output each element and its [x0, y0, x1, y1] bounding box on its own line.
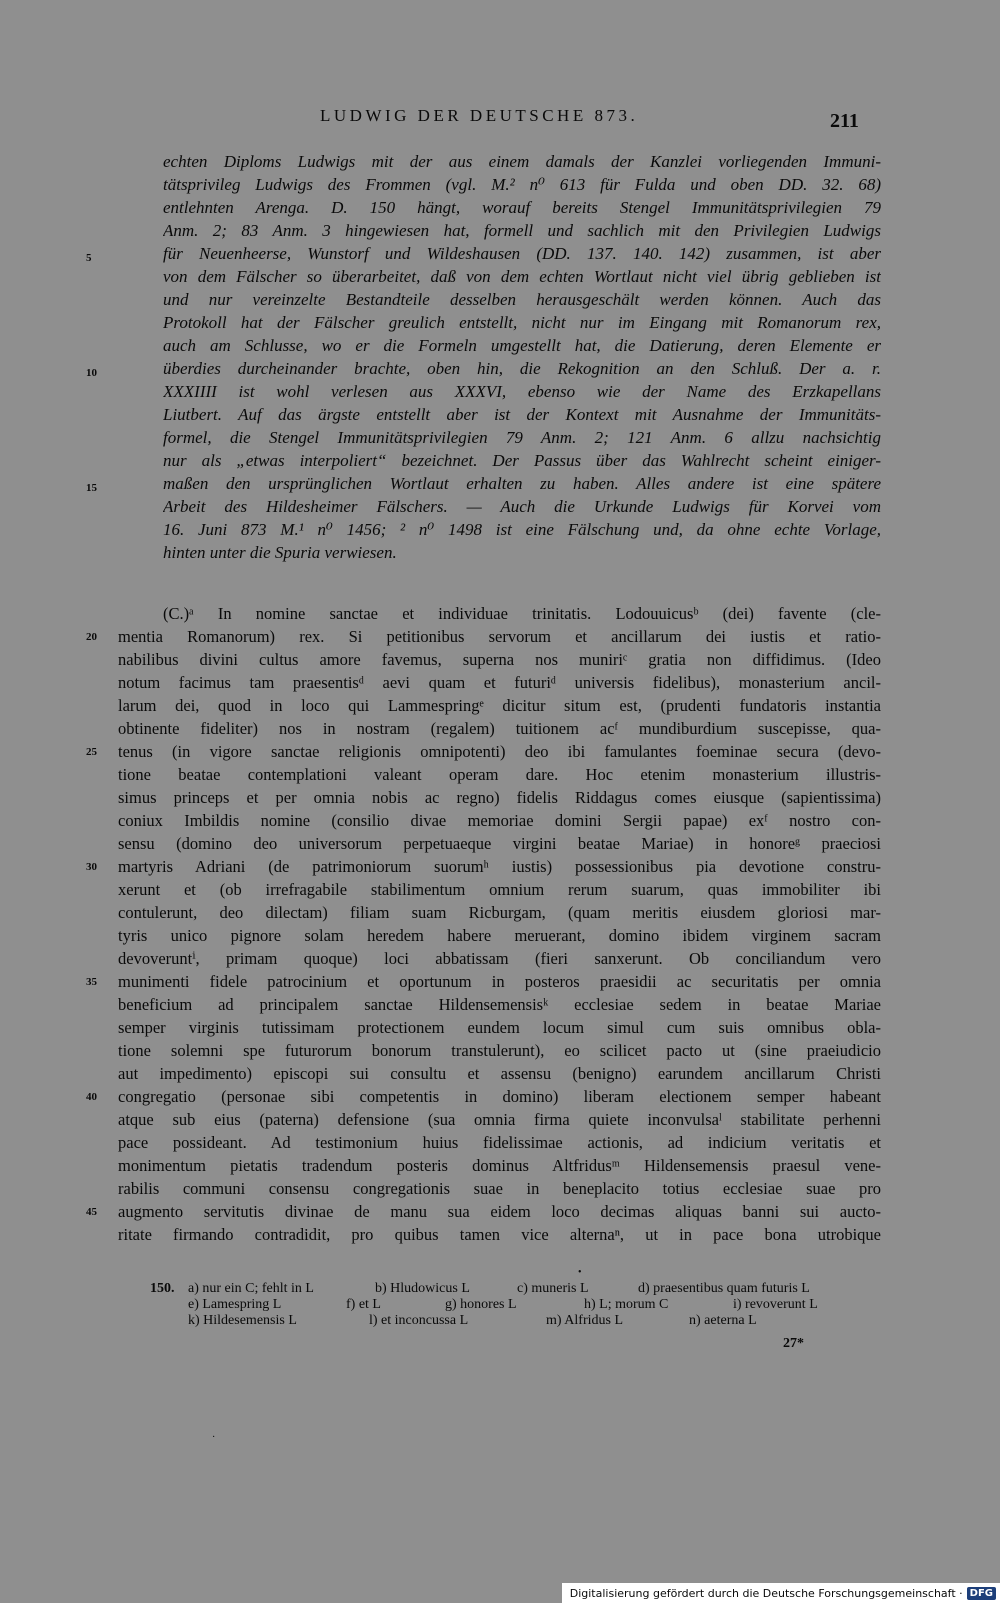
charter-line: munimenti fidele patrocinium et oportunum in posteros praesidii ac securitatis per omnia [118, 972, 881, 991]
footnote: f) et L [346, 1297, 381, 1312]
charter-line: obtinente fideliter) nos in nostram (regalem) tuitionem acᶠ mundiburdium suscepisse, qua- [118, 719, 881, 738]
charter-line: aut impedimento) episcopi sui consultu et assensu (benigno) earundem ancillarum Christi [118, 1064, 881, 1083]
charter-line: martyris Adriani (de patrimoniorum suorumʰ iustis) possessionibus pia devotione constru- [118, 857, 881, 876]
footnote: a) nur ein C; fehlt in L [188, 1281, 314, 1296]
footnote: m) Alfridus L [546, 1313, 623, 1328]
footnote: n) aeterna L [689, 1313, 757, 1328]
charter-line: monimentum pietatis tradendum posteris dominus Altfridusᵐ Hildensemensis praesul vene- [118, 1156, 881, 1175]
line-number: 15 [86, 482, 97, 494]
line-number: 10 [86, 367, 97, 379]
charter-line: mentia Romanorum) rex. Si petitionibus servorum et ancillarum dei iustis et ratio- [118, 627, 881, 646]
line-number: 30 [86, 861, 97, 873]
charter-line: semper virginis tutissimam protectionem eundem locum simul cum suis omnibus obla- [118, 1018, 881, 1037]
charter-line: sensu (domino deo universorum perpetuaeque virgini beatae Mariae) in honoreᵍ praeciosi [118, 834, 881, 853]
line-number: 40 [86, 1091, 97, 1103]
commentary-line: formel, die Stengel Immunitätsprivilegien 79 Anm. 2; 121 Anm. 6 allzu nachsichtig [163, 428, 881, 447]
commentary-line: tätsprivileg Ludwigs des Frommen (vgl. M.² n⁰ 613 für Fulda und oben DD. 32. 68) [163, 175, 881, 194]
line-number: 45 [86, 1206, 97, 1218]
commentary-line: auch am Schlusse, wo er die Formeln umgestellt hat, die Datierung, deren Elemente er [163, 336, 881, 355]
footer-text: Digitalisierung gefördert durch die Deutsche Forschungsgemeinschaft · [569, 1586, 963, 1600]
charter-line: devoveruntⁱ, primam quoque) loci abbatissam (fieri sanxerunt. Ob conciliandum vero [118, 949, 881, 968]
footnote: i) revoverunt L [733, 1297, 818, 1312]
footnote: b) Hludowicus L [375, 1281, 470, 1296]
line-number: 5 [86, 252, 92, 264]
charter-line: ritate firmando contradidit, pro quibus tamen vice alternaⁿ, ut in pace bona utrobique [118, 1225, 881, 1244]
charter-line: tyris unico pignore solam heredem habere meruerant, domino ibidem virginem sacram [118, 926, 881, 945]
commentary-line: XXXIIII ist wohl verlesen aus XXXVI, ebenso wie der Name des Erzkapellans [163, 382, 881, 401]
commentary-line: überdies durcheinander brachte, oben hin, die Rekognition an den Schluß. Der a. r. [163, 359, 881, 378]
footnote: e) Lamespring L [188, 1297, 282, 1312]
commentary-line: maßen den ursprünglichen Wortlaut erhalten zu haben. Alles andere ist eine spätere [163, 474, 881, 493]
charter-line: notum facimus tam praesentisᵈ aevi quam et futuriᵈ universis fidelibus), monasterium ancil- [118, 673, 881, 692]
charter-line: contulerunt, deo dilectam) filiam suam Ricburgam, (quam meritis eiusdem gloriosi mar- [118, 903, 881, 922]
charter-line: augmento servitutis divinae de manu sua eidem loco decimas aliquas banni sui aucto- [118, 1202, 881, 1221]
charter-line: nabilibus divini cultus amore favemus, superna nos muniriᶜ gratia non diffidimus. (Ideo [118, 650, 881, 669]
dfg-logo: DFG [967, 1587, 996, 1600]
charter-line: xerunt et (ob irrefragabile stabilimentum omnium rerum suarum, quas immobiliter ibi [118, 880, 881, 899]
page-number: 211 [830, 110, 859, 132]
charter-line: larum dei, quod in loco qui Lammespringᵉ dicitur situm est, (prudenti fundatoris instantia [118, 696, 881, 715]
commentary-line: nur als „etwas interpoliert“ bezeichnet. Der Passus über das Wahlrecht scheint einiger- [163, 451, 881, 470]
commentary-line: Liutbert. Auf das ärgste entstellt aber ist der Kontext mit Ausnahme der Immunitäts- [163, 405, 881, 424]
commentary-line: Anm. 2; 83 Anm. 3 hingewiesen hat, formell und sachlich mit den Privilegien Ludwigs [163, 221, 881, 240]
charter-line: tenus (in vigore sanctae religionis omnipotenti) deo ibi famulantes foeminae secura (devo- [118, 742, 881, 761]
commentary-line: von dem Fälscher so überarbeitet, daß von dem echten Wortlaut nicht viel übrig geblieben ist [163, 267, 881, 286]
commentary-line: echten Diploms Ludwigs mit der aus einem damals der Kanzlei vorliegenden Immuni- [163, 152, 881, 171]
footnote-number: 150. [150, 1281, 175, 1296]
charter-line: tione beatae contemplationi valeant operam dare. Hoc etenim monasterium illustris- [118, 765, 881, 784]
charter-line: atque sub eius (paterna) defensione (sua omnia firma quiete inconvulsaˡ stabilitate perhenni [118, 1110, 881, 1129]
charter-line: pace possideant. Ad testimonium huius fidelissimae actionis, ad indicium veritatis et [118, 1133, 881, 1152]
charter-line: (C.)ᵃ In nomine sanctae et individuae trinitatis. Lodouuicusᵇ (dei) favente (cle- [163, 604, 881, 623]
line-number: 25 [86, 746, 97, 758]
charter-line: congregatio (personae sibi competentis in domino) liberam electionem semper habeant [118, 1087, 881, 1106]
footnote: l) et inconcussa L [369, 1313, 469, 1328]
charter-line: simus princeps et per omnia nobis ac regno) fidelis Riddagus comes eiusque (sapientissima) [118, 788, 881, 807]
footnote: h) L; morum C [584, 1297, 669, 1312]
line-number: 20 [86, 631, 97, 643]
commentary-line: Protokoll hat der Fälscher greulich entstellt, nicht nur im Eingang mit Romanorum rex, [163, 313, 881, 332]
footnote: c) muneris L [517, 1281, 589, 1296]
charter-line: rabilis communi consensu congregationis suae in beneplacito totius ecclesiae suae pro [118, 1179, 881, 1198]
footnote: k) Hildesemensis L [188, 1313, 297, 1328]
signature-mark: 27* [783, 1336, 804, 1351]
running-head: LUDWIG DER DEUTSCHE 873. [320, 106, 639, 125]
footnote: d) praesentibus quam futuris L [638, 1281, 810, 1296]
commentary-line: hinten unter die Spuria verwiesen. [163, 543, 397, 562]
commentary-line: 16. Juni 873 M.¹ n⁰ 1456; ² n⁰ 1498 ist eine Fälschung und, da ohne echte Vorlage, [163, 520, 881, 539]
commentary-line: entlehnten Arenga. D. 150 hängt, worauf bereits Stengel Immunitätsprivilegien 79 [163, 198, 881, 217]
commentary-line: Arbeit des Hildesheimer Fälschers. — Auch die Urkunde Ludwigs für Korvei vom [163, 497, 881, 516]
commentary-line: für Neuenheerse, Wunstorf und Wildeshausen (DD. 137. 140. 142) zusammen, ist aber [163, 244, 881, 263]
digitization-footer [562, 1583, 1000, 1603]
charter-line: beneficium ad principalem sanctae Hildensemensisᵏ ecclesiae sedem in beatae Mariae [118, 995, 881, 1014]
speck: · [212, 1432, 216, 1443]
footnote: g) honores L [445, 1297, 517, 1312]
center-dot: • [578, 1267, 582, 1278]
line-number: 35 [86, 976, 97, 988]
charter-line: coniux Imbildis nomine (consilio divae memoriae domini Sergii papae) exᶠ nostro con- [118, 811, 881, 830]
charter-line: tione solemni spe futurorum bonorum transtulerunt), eo scilicet pacto ut (sine praeiudicio [118, 1041, 881, 1060]
commentary-line: und nur vereinzelte Bestandteile desselben herausgeschält werden können. Auch das [163, 290, 881, 309]
